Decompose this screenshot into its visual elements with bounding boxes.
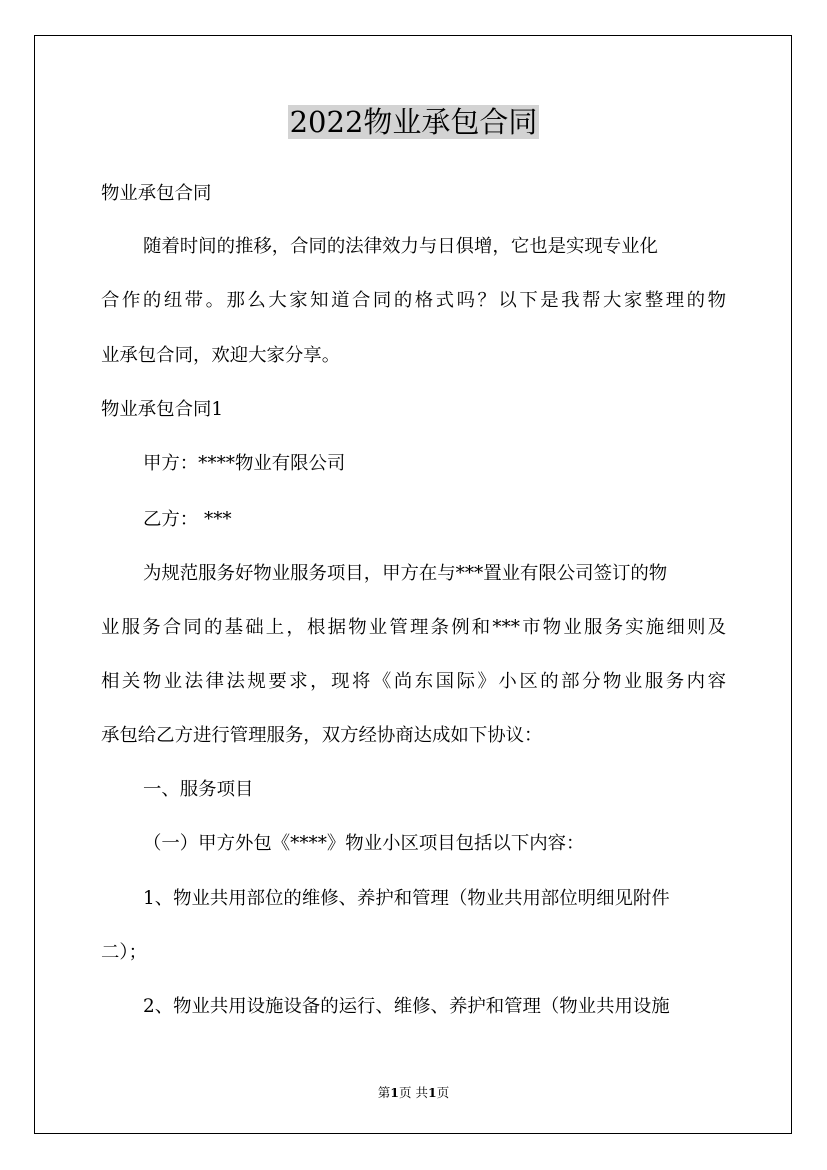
clause-item: 2、物业共用设施设备的运行、维修、养护和管理（物业共用设施 — [143, 996, 670, 1017]
page-footer — [0, 1083, 827, 1101]
footer-suffix: 页 — [436, 1085, 450, 1100]
clause-item-cont: 二）； — [101, 942, 147, 963]
paragraph-line: 为规范服务好物业服务项目，甲方在与***置业有限公司签订的物 — [143, 563, 668, 584]
paragraph-line: 相关物业法律法规要求，现将《尚东国际》小区的部分物业服务内容 — [101, 671, 726, 692]
paragraph-line: 承包给乙方进行管理服务，双方经协商达成如下协议： — [101, 725, 543, 746]
clause-subheading: （一）甲方外包《****》物业小区项目包括以下内容： — [143, 833, 585, 854]
footer-prefix: 第 — [377, 1085, 391, 1100]
section-heading: 物业承包合同 — [101, 183, 212, 204]
party-b-line: 乙方： *** — [143, 509, 232, 530]
footer-page-number: 1 — [390, 1085, 399, 1100]
party-a-line: 甲方：****物业有限公司 — [143, 453, 346, 474]
paragraph-line: 业服务合同的基础上，根据物业管理条例和***市物业服务实施细则及 — [101, 617, 726, 638]
paragraph-line: 合作的纽带。那么大家知道合同的格式吗？以下是我帮大家整理的物 — [101, 290, 726, 311]
paragraph-line: 业承包合同，欢迎大家分享。 — [101, 345, 341, 366]
clause-item: 1、物业共用部位的维修、养护和管理（物业共用部位明细见附件 — [143, 888, 670, 909]
clause-heading: 一、服务项目 — [143, 779, 254, 800]
document-title-text: 2022物业承包合同 — [289, 105, 538, 139]
footer-mid: 页 共 — [399, 1085, 428, 1100]
footer-page-total: 1 — [427, 1085, 437, 1100]
document-title — [0, 100, 827, 144]
section-heading: 物业承包合同1 — [101, 399, 224, 420]
paragraph-line: 随着时间的推移，合同的法律效力与日俱增，它也是实现专业化 — [143, 236, 658, 257]
